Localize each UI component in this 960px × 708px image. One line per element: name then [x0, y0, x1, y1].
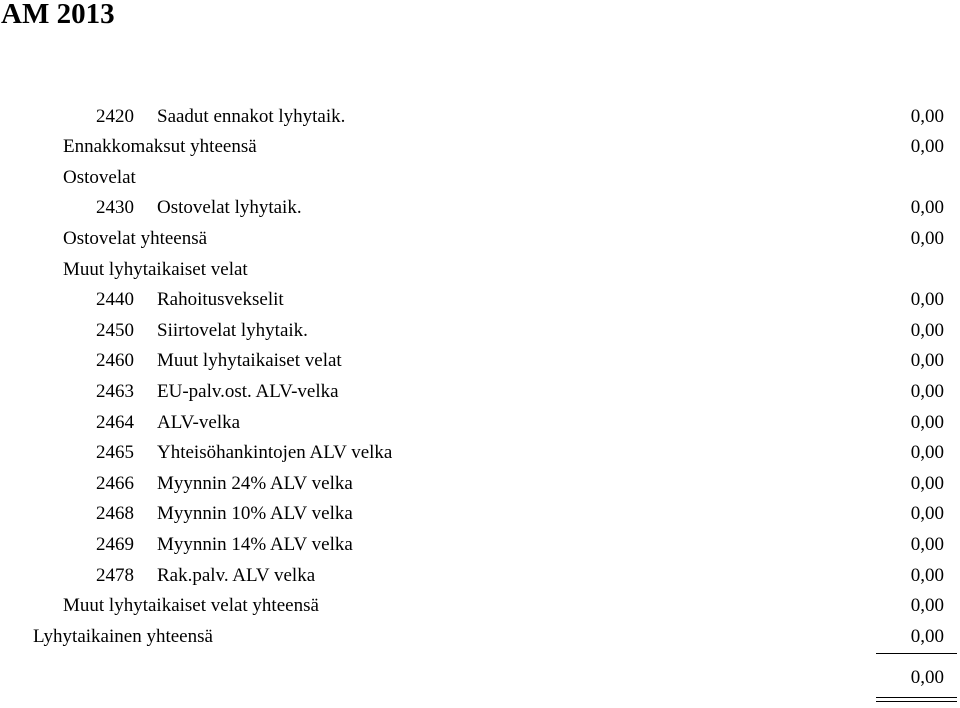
account-name: Ostovelat lyhytaik.	[157, 197, 302, 218]
ledger-row	[0, 376, 960, 407]
double-rule-top	[876, 697, 957, 698]
ledger-row	[0, 560, 960, 591]
account-amount: 0,00	[910, 534, 944, 555]
account-code: 2468	[96, 503, 134, 524]
subtotal-row	[0, 131, 960, 162]
subtotal-amount: 0,00	[910, 136, 944, 157]
account-code: 2465	[96, 442, 134, 463]
subtotal-amount: 0,00	[910, 595, 944, 616]
account-amount: 0,00	[910, 320, 944, 341]
section-heading: Ostovelat	[63, 167, 136, 188]
ledger-row	[0, 192, 960, 223]
account-amount: 0,00	[910, 106, 944, 127]
total-amount: 0,00	[910, 626, 944, 647]
subtotal-label: Muut lyhytaikaiset velat yhteensä	[63, 595, 319, 616]
sum-rule	[876, 653, 957, 654]
section-heading-row	[0, 254, 960, 285]
account-name: Rahoitusvekselit	[157, 289, 284, 310]
account-amount: 0,00	[910, 473, 944, 494]
account-amount: 0,00	[910, 503, 944, 524]
account-amount: 0,00	[910, 197, 944, 218]
account-name: Myynnin 10% ALV velka	[157, 503, 353, 524]
grand-total-amount: 0,00	[910, 667, 944, 688]
subtotal-row	[0, 223, 960, 254]
section-heading: Muut lyhytaikaiset velat	[63, 259, 248, 280]
ledger-row	[0, 468, 960, 499]
account-code: 2464	[96, 412, 134, 433]
account-code: 2440	[96, 289, 134, 310]
ledger-row	[0, 345, 960, 376]
subtotal-label: Ostovelat yhteensä	[63, 228, 208, 249]
account-name: Myynnin 14% ALV velka	[157, 534, 353, 555]
account-name: Rak.palv. ALV velka	[157, 565, 316, 586]
account-name: EU-palv.ost. ALV-velka	[157, 381, 339, 402]
account-name: Siirtovelat lyhytaik.	[157, 320, 308, 341]
total-label: Lyhytaikainen yhteensä	[33, 626, 213, 647]
account-name: Saadut ennakot lyhytaik.	[157, 106, 346, 127]
ledger-row	[0, 284, 960, 315]
account-name: ALV-velka	[157, 412, 241, 433]
ledger-row	[0, 498, 960, 529]
subtotal-row	[0, 590, 960, 621]
account-amount: 0,00	[910, 381, 944, 402]
account-code: 2466	[96, 473, 134, 494]
double-rule-bottom	[876, 701, 957, 702]
ledger-row	[0, 407, 960, 438]
ledger-row	[0, 101, 960, 132]
ledger-row	[0, 437, 960, 468]
account-code: 2469	[96, 534, 134, 555]
ledger-row	[0, 529, 960, 560]
account-code: 2430	[96, 197, 134, 218]
account-code: 2463	[96, 381, 134, 402]
grand-total-row	[0, 662, 960, 693]
subtotal-label: Ennakkomaksut yhteensä	[63, 136, 257, 157]
account-name: Myynnin 24% ALV velka	[157, 473, 353, 494]
account-code: 2420	[96, 106, 134, 127]
total-row	[0, 621, 960, 652]
ledger-row	[0, 315, 960, 346]
account-amount: 0,00	[910, 412, 944, 433]
account-amount: 0,00	[910, 350, 944, 371]
account-code: 2460	[96, 350, 134, 371]
subtotal-amount: 0,00	[910, 228, 944, 249]
account-name: Yhteisöhankintojen ALV velka	[157, 442, 393, 463]
account-name: Muut lyhytaikaiset velat	[157, 350, 342, 371]
page-title: AM 2013	[1, 0, 115, 30]
account-code: 2478	[96, 565, 134, 586]
section-heading-row	[0, 162, 960, 193]
account-amount: 0,00	[910, 565, 944, 586]
account-amount: 0,00	[910, 442, 944, 463]
account-amount: 0,00	[910, 289, 944, 310]
account-code: 2450	[96, 320, 134, 341]
